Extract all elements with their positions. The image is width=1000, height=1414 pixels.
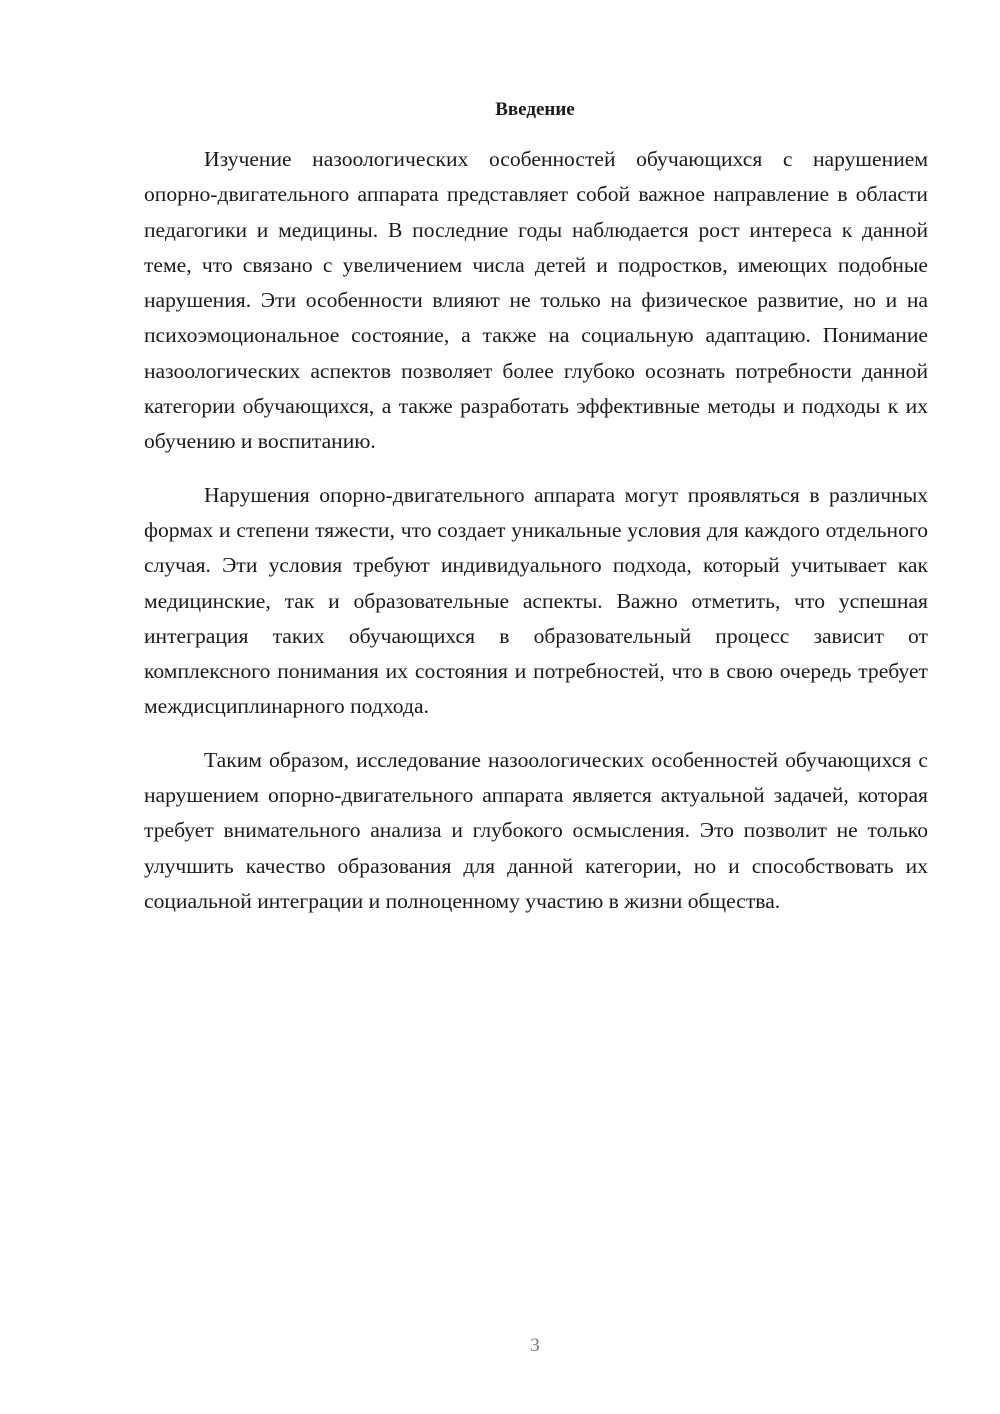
paragraph-1: Изучение назоологических особенностей обучающихся с нарушением опорно-двигательного аппарата представляет собой важное направление в области педагогики и медицины. В последние годы наблюдается рост интереса к данной теме, что связано с увеличением числа детей и подростков, имеющих подобные нарушения. Эти особенности влияют не только на физическое развитие, но и на психоэмоциональное состояние, а также на социальную адаптацию. Понимание назоологических аспектов позволяет более глубоко осознать потребности данной категории обучающихся, а также разработать эффективные методы и подходы к их обучению и воспитанию. bbox=[144, 147, 928, 454]
paragraph-3: Таким образом, исследование назоологических особенностей обучающихся с нарушением опорно-двигательного аппарата является актуальной задачей, которая требует внимательного анализа и глубокого осмысления. Это позволит не только улучшить качество образования для данной категории, но и способствовать их социальной интеграции и полноценному участию в жизни общества. bbox=[144, 747, 928, 913]
paragraph-2: Нарушения опорно-двигательного аппарата могут проявляться в различных формах и степени тяжести, что создает уникальные условия для каждого отдельного случая. Эти условия требуют индивидуального подхода, который учитывает как медицинские, так и образовательные аспекты. Важно отметить, что успешная интеграция таких обучающихся в образовательный процесс зависит от комплексного понимания их состояния и потребностей, что в свою очередь требует междисциплинарного подхода. bbox=[144, 482, 928, 719]
page-number: 3 bbox=[530, 1335, 540, 1356]
section-heading: Введение bbox=[495, 99, 575, 120]
body-text bbox=[144, 142, 928, 937]
